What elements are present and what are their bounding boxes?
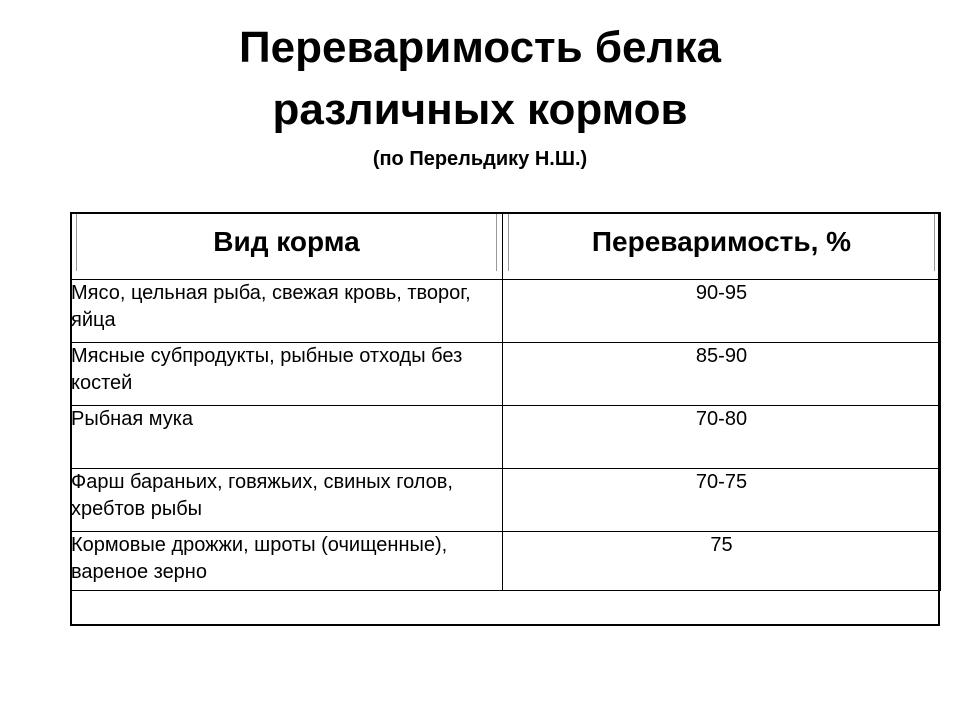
- feed-type-cell: Рыбная мука: [71, 406, 503, 469]
- feed-type-cell: Фарш бараньих, говяжьих, свиных голов, хребтов рыбы: [71, 469, 503, 532]
- table-row: [71, 406, 941, 469]
- page-title-line-1: Переваримость белка: [239, 23, 721, 72]
- feed-type-cell: Кормовые дрожжи, шроты (очищенные), вареное зерно: [71, 532, 503, 591]
- table-row: [71, 532, 941, 591]
- digestibility-value-cell: 70-75: [503, 469, 941, 532]
- page-subtitle: (по Перельдику Н.Ш.): [372, 148, 588, 170]
- digestibility-table: [70, 212, 941, 591]
- digestibility-value-cell: 75: [503, 532, 941, 591]
- table-row: [71, 280, 941, 343]
- feed-type-cell: Мясо, цельная рыба, свежая кровь, творог, яйца: [71, 280, 503, 343]
- table-row: [71, 343, 941, 406]
- column-header-feed-type: Вид корма: [71, 213, 503, 280]
- column-header-digestibility: Переваримость, %: [503, 213, 941, 280]
- page-title-line-2: различных кормов: [272, 85, 688, 134]
- digestibility-value-cell: 90-95: [503, 280, 941, 343]
- table-header-row: [71, 213, 941, 280]
- feed-type-cell: Мясные субпродукты, рыбные отходы без костей: [71, 343, 503, 406]
- digestibility-value-cell: 85-90: [503, 343, 941, 406]
- table-row: [71, 469, 941, 532]
- digestibility-value-cell: 70-80: [503, 406, 941, 469]
